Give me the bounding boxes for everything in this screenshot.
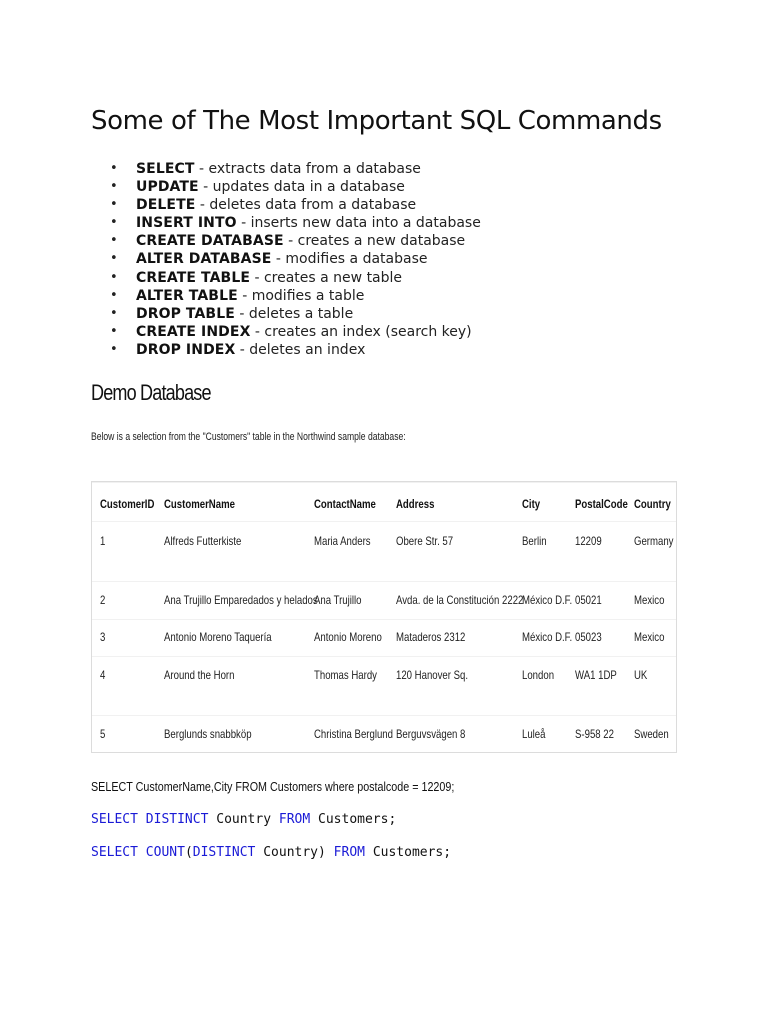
sql-query-count-distinct (91, 845, 451, 860)
table-cell: México D.F. (522, 593, 573, 607)
table-cell: London (522, 668, 555, 682)
table-header-row (92, 483, 676, 521)
sql-identifier: Country) (263, 845, 326, 860)
table-cell: Antonio Moreno (314, 630, 382, 644)
table-cell: Avda. de la Constitución 2222 (396, 593, 524, 607)
sql-identifier: Customers; (318, 812, 397, 827)
table-cell: 3 (100, 630, 106, 644)
table-cell: Berlin (522, 534, 547, 548)
table-cell: México D.F. (522, 630, 573, 644)
sql-query-distinct (91, 812, 396, 827)
command-description: - creates a new database (283, 233, 466, 250)
table-cell: Sweden (634, 727, 669, 741)
sql-identifier: Country (216, 812, 272, 827)
column-header: CustomerName (164, 497, 235, 511)
table-cell: WA1 1DP (575, 668, 617, 682)
table-cell: Mataderos 2312 (396, 630, 466, 644)
table-cell: Maria Anders (314, 534, 371, 548)
list-item (110, 196, 481, 214)
table-cell: Christina Berglund (314, 727, 393, 741)
column-header: ContactName (314, 497, 376, 511)
column-header: Country (634, 497, 671, 511)
demo-database-heading: Demo Database (91, 380, 211, 405)
command-keyword: ALTER TABLE (136, 287, 238, 304)
command-description: - updates data in a database (198, 179, 405, 196)
table-cell: Obere Str. 57 (396, 534, 454, 548)
table-cell: Mexico (634, 630, 665, 644)
table-cell: Mexico (634, 593, 665, 607)
command-description: - extracts data from a database (194, 161, 421, 177)
command-keyword: DELETE (136, 197, 196, 214)
sql-keyword: DISTINCT (145, 812, 209, 827)
sql-keyword: FROM (333, 845, 365, 860)
command-description: - deletes a table (234, 305, 354, 322)
command-keyword: INSERT INTO (136, 215, 237, 232)
list-item (110, 323, 481, 341)
list-item (110, 214, 481, 232)
command-description: - deletes data from a database (195, 197, 417, 214)
column-header: Address (396, 497, 435, 511)
column-header: PostalCode (575, 497, 628, 511)
sql-identifier: Customers; (372, 845, 452, 860)
table-cell: Around the Horn (164, 668, 235, 682)
table-cell: Antonio Moreno Taquería (164, 630, 272, 644)
sql-keyword: DISTINCT (192, 845, 256, 860)
sql-command-list (110, 160, 481, 359)
sql-query-plain: SELECT CustomerName,City FROM Customers where postalcode = 12209; (91, 780, 455, 794)
table-cell: 12209 (575, 534, 602, 548)
table-cell: Luleå (522, 727, 546, 741)
command-keyword: DROP INDEX (136, 341, 236, 358)
command-keyword: CREATE TABLE (136, 269, 251, 286)
table-row (92, 582, 676, 619)
table-cell: 05023 (575, 630, 602, 644)
command-description: - modifies a table (237, 287, 365, 304)
table-cell: Berglunds snabbköp (164, 727, 252, 741)
column-header: City (522, 497, 541, 511)
table-row (92, 522, 676, 581)
table-cell: Thomas Hardy (314, 668, 377, 682)
command-description: - inserts new data into a database (236, 215, 481, 232)
list-item (110, 341, 481, 359)
table-cell: 120 Hanover Sq. (396, 668, 469, 682)
page-title: Some of The Most Important SQL Commands (91, 106, 662, 136)
list-item (110, 250, 481, 268)
command-keyword: ALTER DATABASE (136, 251, 272, 268)
list-item (110, 178, 481, 196)
sql-keyword: COUNT (145, 845, 185, 860)
command-keyword: CREATE INDEX (136, 323, 251, 340)
table-cell: 5 (100, 727, 106, 741)
list-item (110, 232, 481, 250)
table-row (92, 620, 676, 656)
table-cell: Ana Trujillo (314, 593, 362, 607)
table-cell: 4 (100, 668, 106, 682)
sql-keyword: SELECT (91, 812, 138, 827)
table-cell: 05021 (575, 593, 602, 607)
list-item (110, 269, 481, 287)
list-item (110, 287, 481, 305)
command-keyword: CREATE DATABASE (136, 233, 284, 250)
table-cell: Germany (634, 534, 674, 548)
demo-database-subtitle: Below is a selection from the "Customers" table in the Northwind sample database: (91, 431, 406, 443)
command-keyword: UPDATE (136, 179, 199, 196)
command-description: - modifies a database (271, 251, 428, 268)
command-description: - creates an index (search key) (250, 323, 472, 340)
table-cell: 1 (100, 534, 106, 548)
sql-keyword: FROM (278, 812, 311, 827)
table-cell: UK (634, 668, 648, 682)
column-header: CustomerID (100, 497, 155, 511)
table-cell: Alfreds Futterkiste (164, 534, 242, 548)
table-cell: Berguvsvägen 8 (396, 727, 466, 741)
customers-table (91, 481, 677, 753)
table-cell: S-958 22 (575, 727, 614, 741)
table-row (92, 657, 676, 715)
table-cell: 2 (100, 593, 106, 607)
sql-keyword: SELECT (91, 845, 138, 860)
sql-paren: ( (184, 845, 193, 860)
list-item (110, 305, 481, 323)
command-keyword: DROP TABLE (136, 305, 235, 322)
table-row (92, 716, 676, 752)
command-description: - deletes an index (235, 341, 366, 358)
list-item (110, 160, 481, 178)
table-cell: Ana Trujillo Emparedados y helados (164, 593, 318, 607)
command-description: - creates a new table (250, 269, 403, 286)
command-keyword: SELECT (136, 161, 195, 177)
